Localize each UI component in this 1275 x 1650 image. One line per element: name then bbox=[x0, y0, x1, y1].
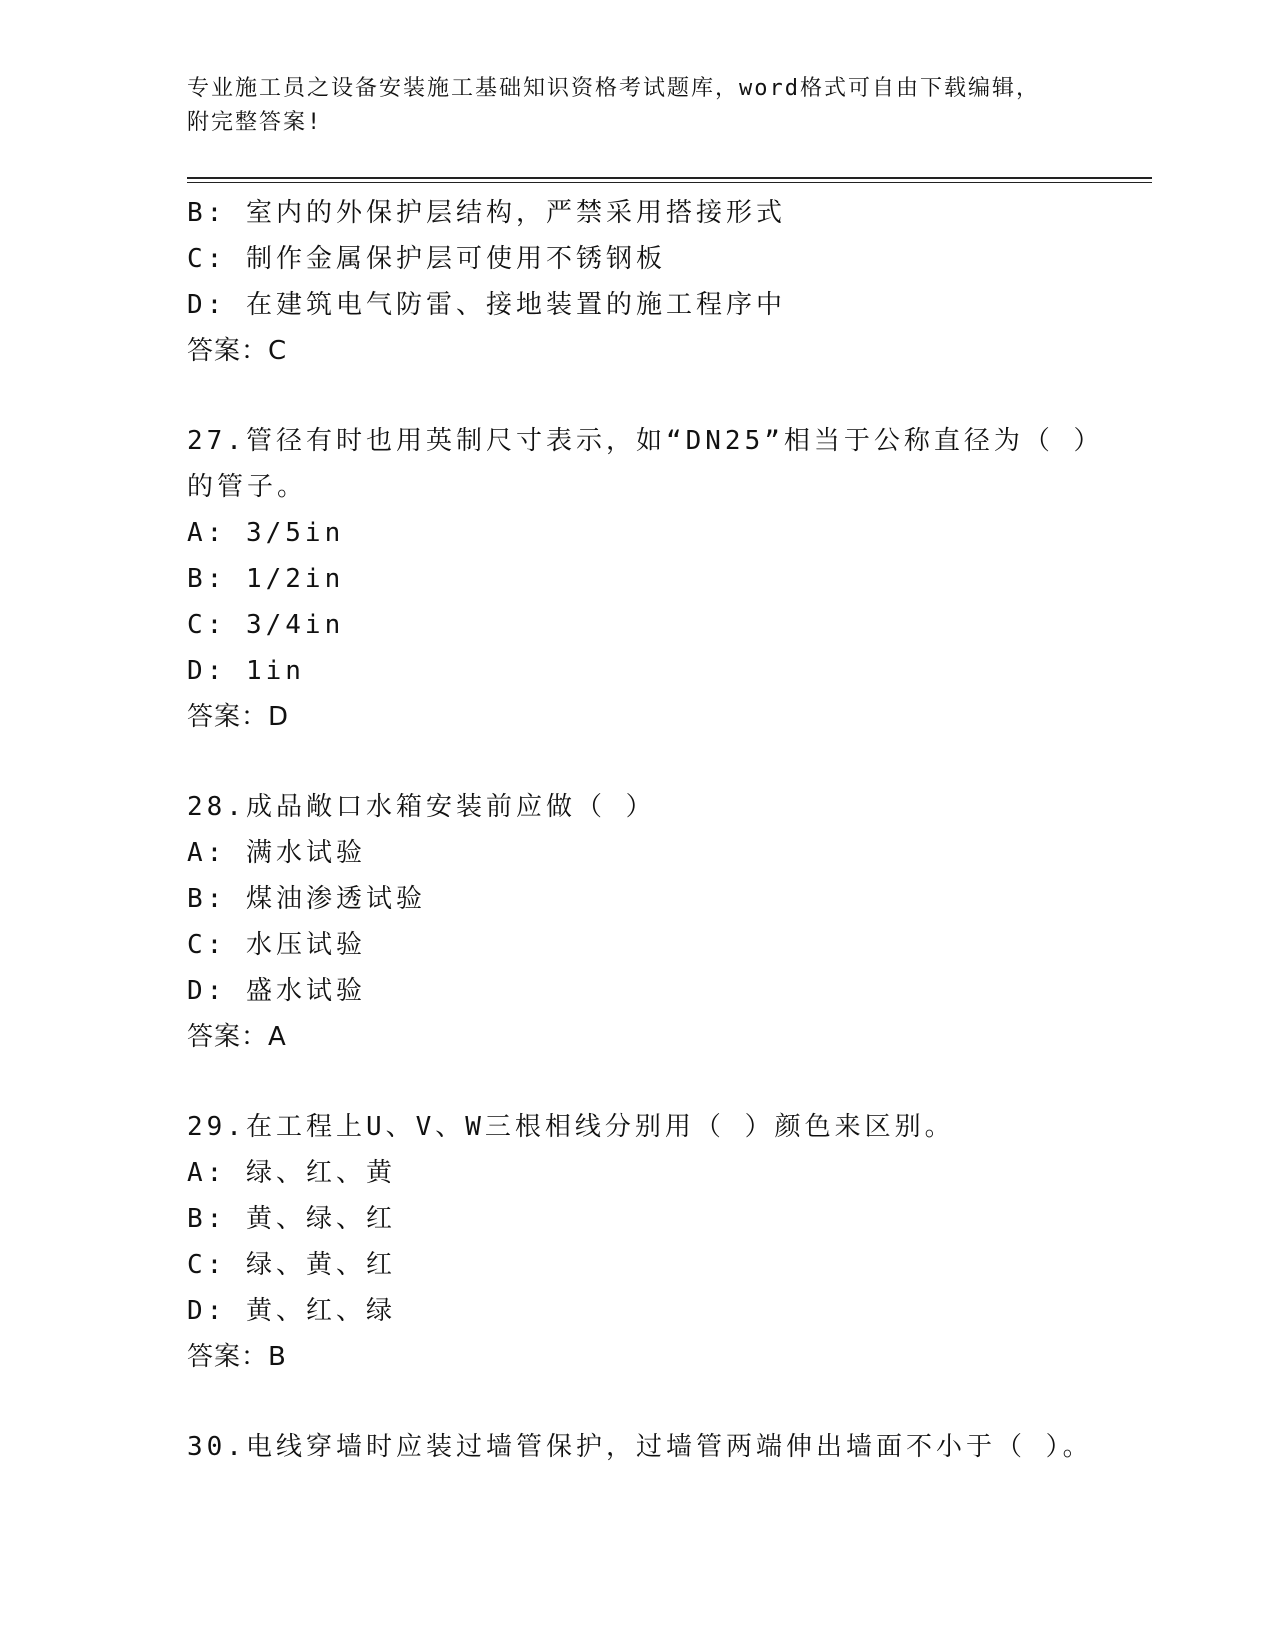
q28-option-b: B: 煤油渗透试验 bbox=[187, 884, 426, 914]
q28-option-d: D: 盛水试验 bbox=[187, 976, 366, 1006]
question-29 bbox=[187, 1104, 1152, 1380]
document-header bbox=[187, 72, 1087, 140]
question-28 bbox=[187, 784, 1152, 1060]
q26-option-c: C: 制作金属保护层可使用不锈钢板 bbox=[187, 244, 666, 274]
header-divider-thick bbox=[187, 177, 1152, 179]
q29-option-b: B: 黄、绿、红 bbox=[187, 1204, 396, 1234]
question-list bbox=[187, 190, 1152, 1470]
q26-answer: 答案：C bbox=[187, 336, 288, 366]
header-line-2: 附完整答案! bbox=[187, 110, 323, 135]
spacer bbox=[187, 1060, 1152, 1104]
question-27 bbox=[187, 418, 1152, 740]
header-line-1: 专业施工员之设备安装施工基础知识资格考试题库，word格式可自由下载编辑， bbox=[187, 76, 1040, 101]
spacer bbox=[187, 740, 1152, 784]
q29-stem: 29.在工程上U、V、W三根相线分别用（ ）颜色来区别。 bbox=[187, 1112, 955, 1142]
q28-option-a: A: 满水试验 bbox=[187, 838, 366, 868]
q28-stem: 28.成品敞口水箱安装前应做（ ） bbox=[187, 792, 656, 822]
header-divider-thin bbox=[187, 182, 1152, 183]
q27-answer: 答案：D bbox=[187, 702, 290, 732]
q29-option-d: D: 黄、红、绿 bbox=[187, 1296, 396, 1326]
q27-stem-line-2: 的管子。 bbox=[187, 472, 308, 502]
q30-stem: 30.电线穿墙时应装过墙管保护，过墙管两端伸出墙面不小于（ ）。 bbox=[187, 1432, 1093, 1462]
q27-option-b: B: 1/2in bbox=[187, 564, 345, 594]
q29-option-a: A: 绿、红、黄 bbox=[187, 1158, 396, 1188]
q26-option-d: D: 在建筑电气防雷、接地装置的施工程序中 bbox=[187, 290, 786, 320]
q27-option-c: C: 3/4in bbox=[187, 610, 345, 640]
q27-stem-line-1: 27.管径有时也用英制尺寸表示，如“DN25”相当于公称直径为（ ） bbox=[187, 426, 1104, 456]
spacer bbox=[187, 374, 1152, 418]
q27-option-d: D: 1in bbox=[187, 656, 305, 686]
spacer bbox=[187, 1380, 1152, 1424]
question-30 bbox=[187, 1424, 1152, 1470]
q28-option-c: C: 水压试验 bbox=[187, 930, 366, 960]
q28-answer: 答案：A bbox=[187, 1022, 287, 1052]
q29-option-c: C: 绿、黄、红 bbox=[187, 1250, 396, 1280]
q29-answer: 答案：B bbox=[187, 1342, 287, 1372]
q27-option-a: A: 3/5in bbox=[187, 518, 345, 548]
q26-option-b: B: 室内的外保护层结构，严禁采用搭接形式 bbox=[187, 198, 786, 228]
question-26-fragment bbox=[187, 190, 1152, 374]
